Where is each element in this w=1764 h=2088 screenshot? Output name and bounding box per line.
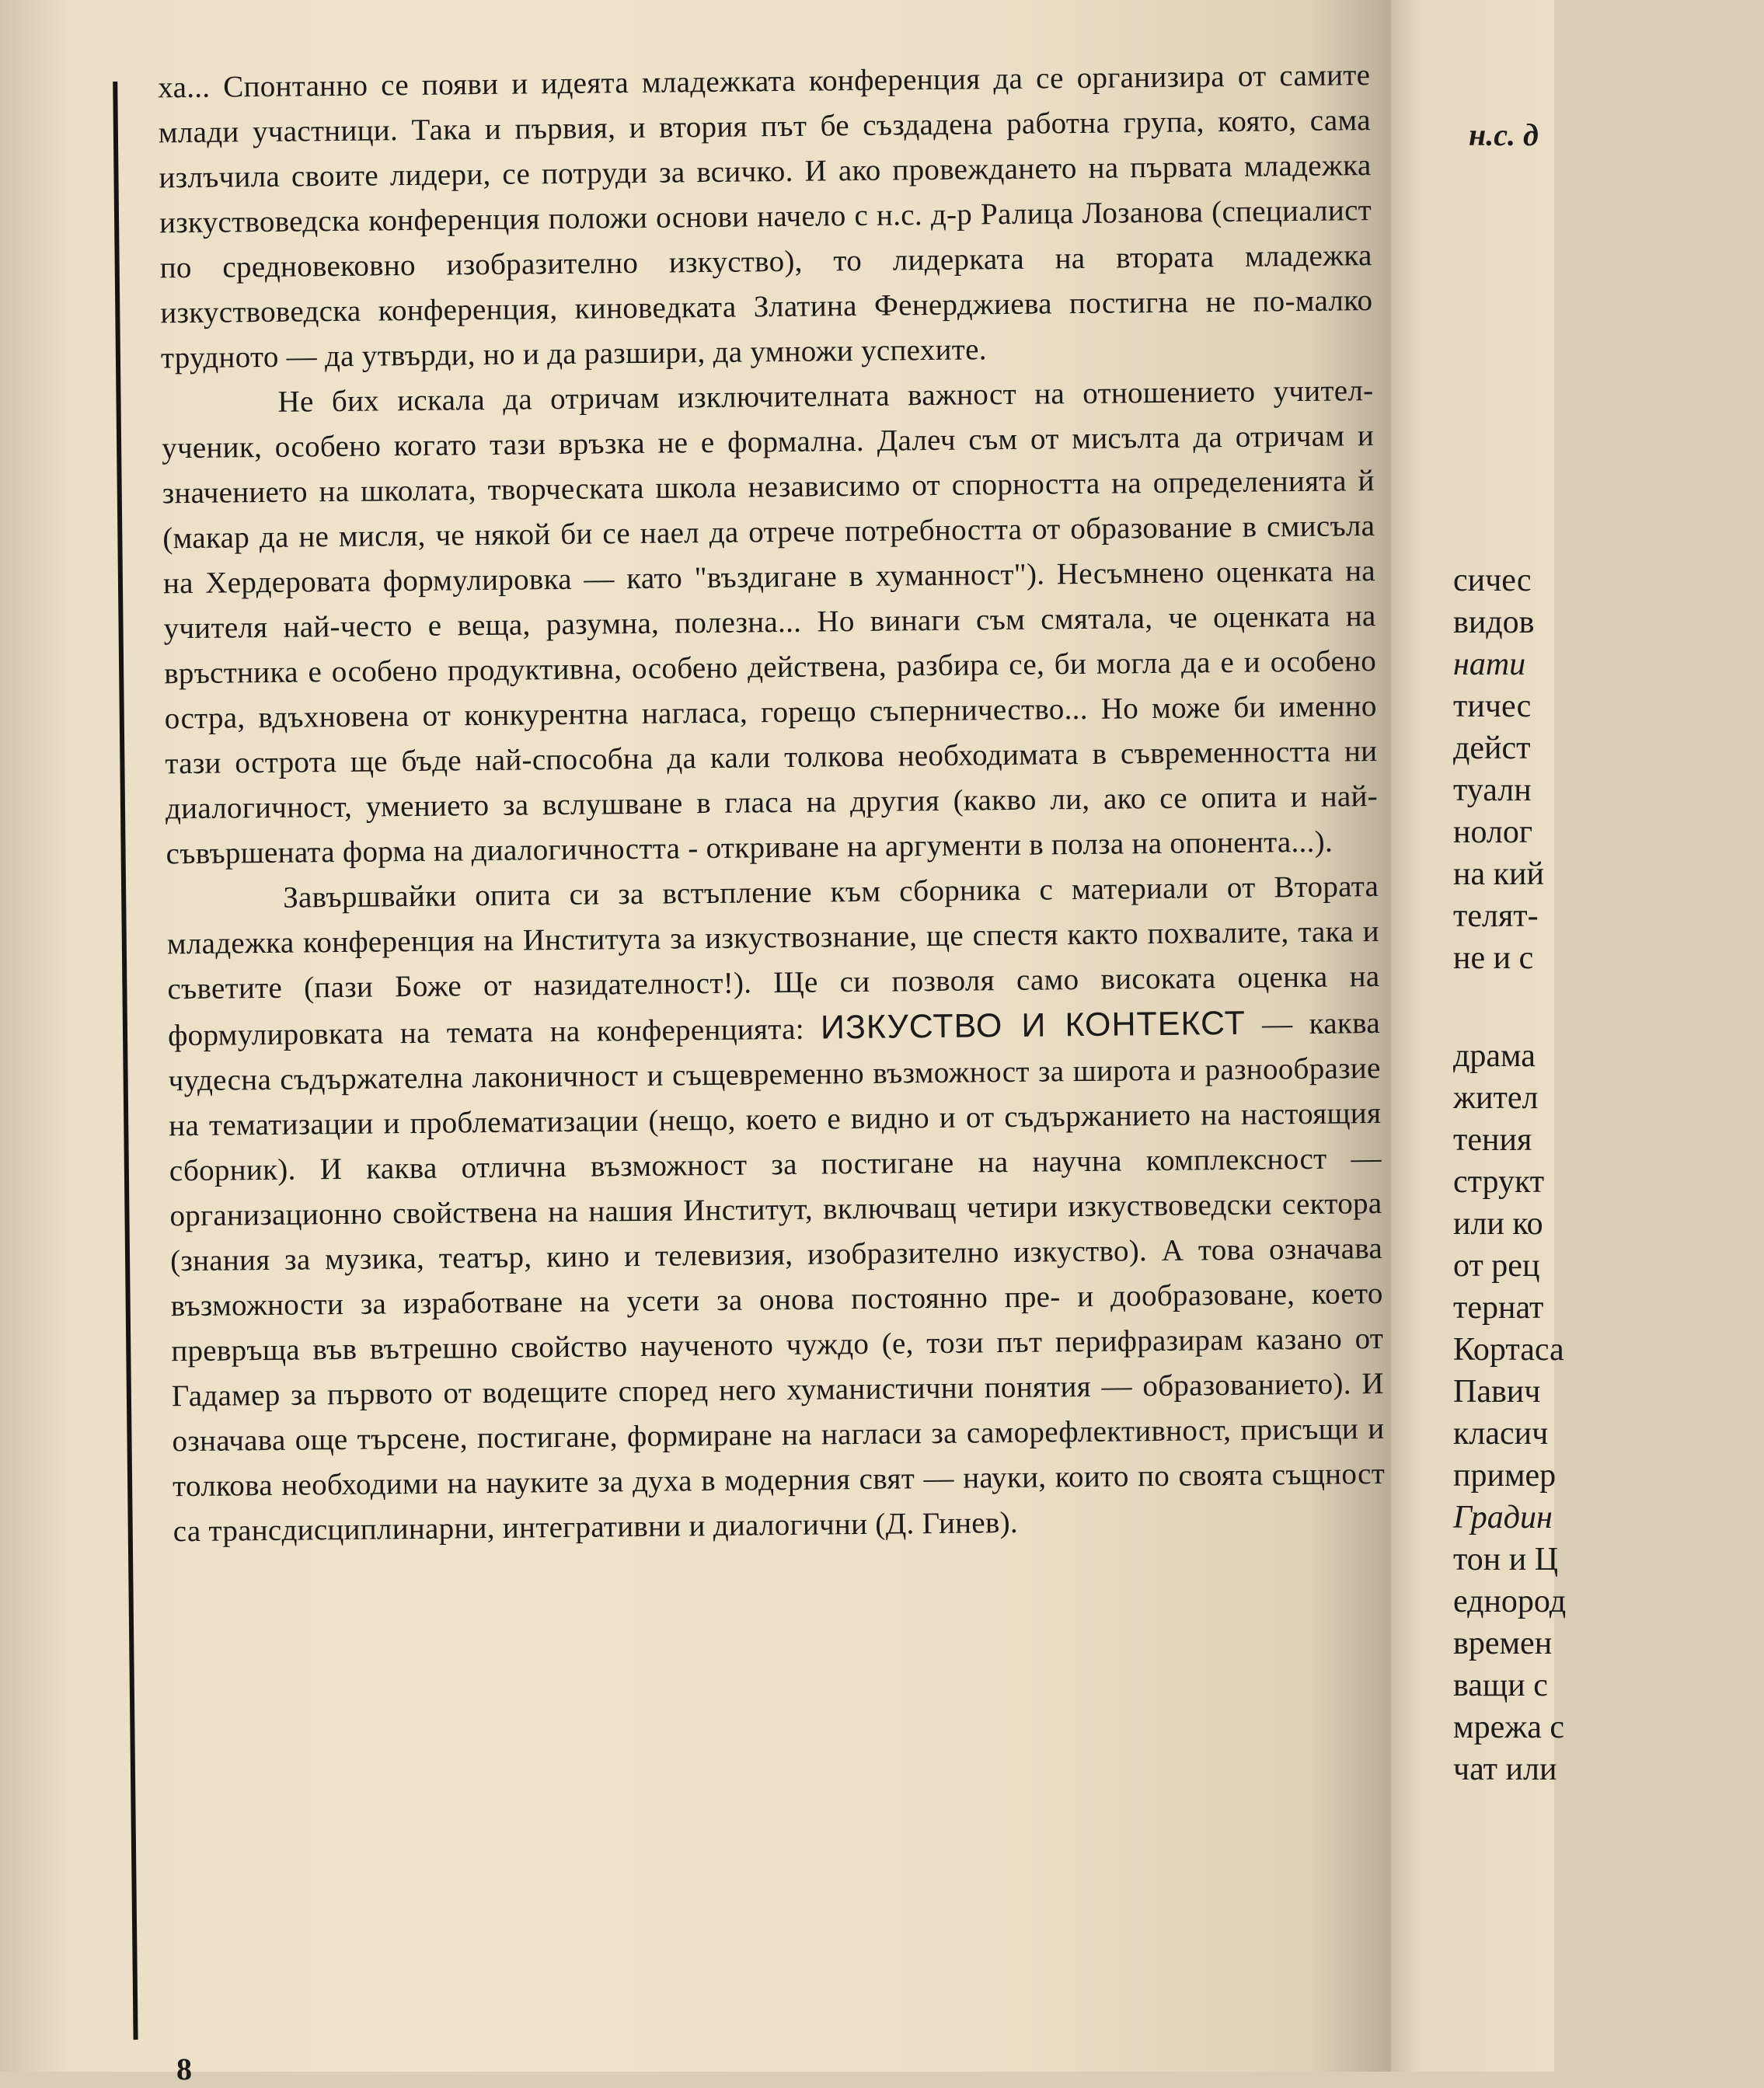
right-page-line: тения (1453, 1122, 1532, 1158)
paragraph-3 (166, 864, 1386, 1554)
right-page-line: еднород (1453, 1584, 1567, 1619)
right-page-line: Градин (1453, 1500, 1553, 1535)
right-page-line: ващи с (1453, 1668, 1548, 1703)
page-content (113, 53, 1396, 2087)
right-page-line: сичес (1453, 563, 1532, 598)
right-page-line: мрежа с (1453, 1710, 1565, 1745)
right-page-gap (1453, 979, 1764, 1035)
paragraph-3-lead: Завършвайки опита си за встъпление към сборника с материали от Втората младежка конференция на Института за изкуствознание, ще спестя както похвалите, така и съветите (пази Боже от назидателност!). Ще си позволя само високата оценка на формулировката на темата на конференцията: (166, 869, 1380, 1053)
right-page-line: на кий (1453, 856, 1544, 892)
right-page-header: н.с. д (1469, 117, 1539, 152)
right-page-line: жител (1453, 1080, 1539, 1116)
right-page-line: тон и Ц (1453, 1542, 1559, 1577)
right-page-line: тичес (1453, 688, 1532, 724)
right-page-line: видов (1453, 605, 1535, 640)
right-page-line: пример (1453, 1458, 1557, 1494)
paragraph-1: ха... Спонтанно се появи и идеята младежката конференция да се организира от самите млади участници. Така и първия, и втория път бе създадена работна група, която, сама излъчила своите лидери, се потруди за всичко. И ако провеждането на първата младежка изкуствоведска конференция положи основи начело с н.с. д-р Ралица Лозанова (специалист по средновековно изобразително изкуство), то лидерката на втората младежка изкуствоведска конференция, киноведката Златина Фенерджиева постигна не по-малко трудното — да утвърди, но и да разшири, да умножи успехите. (158, 58, 1373, 375)
body-text (158, 53, 1386, 1554)
paragraph-2: Не бих искала да отричам изключителната важност на отношението учител-ученик, особено когато тази връзка не е формална. Далеч съм от мисълта да отричам и значението на школата, творческата школа независимо от спорността на определенията й (макар да не мисля, че някой би се наел да отрече потребността от образование в смисъла на Хердеровата формулировка — като "въздигане в хуманност"). Несъмнено оценката на учителя най-често е веща, разумна, полезна... Но винаги съм смятала, че оценката на връстника е особено продуктивна, особено действена, разбира се, би могла да е и особено остра, вдъхновена от конкурентна нагласа, горещо съперничество... Но може би именно тази острота ще бъде най-способна да кали толкова необходимата в съвременността ни диалогичност, умението за вслушване в гласа на другия (какво ли, ако се опита и най-съвършената форма на диалогичността - откриване на аргументи в полза на опонента...). (161, 374, 1379, 871)
right-page-line: нолог (1453, 814, 1533, 850)
paragraph-3-rest: — каква чудесна съдържателна лаконичност и същевременно възможност за широта и разнообразие на тематизации и проблематизации (нещо, което е видно и от съдържанието на настоящия сборник). И каква отлична възможност за постигане на научна комплексност — организационно свойствена на нашия Институт, включващ четири изкуствоведски сектора (знания за музика, театър, кино и телевизия, изобразително изкуство). А това означава възможности за изработване на усети за онова постоянно пре- и дообразоване, което превръща във вътрешно свойство наученото чуждо (е, този път перифразирам казано от Гадамер за първото от водещите според него хуманистични понятия — образованието). И означава още търсене, постигане, формиране на нагласи за саморефлективност, присъщи и толкова необходими на науките за духа в модерния свят — науки, които по своята същност са трансдисциплинарни, интегративни и диалогични (Д. Гинев). (168, 1006, 1386, 1549)
right-page-line: телят- (1453, 898, 1539, 934)
right-page-line: нати (1453, 647, 1526, 682)
right-page-line: времен (1453, 1626, 1553, 1661)
page-number: 8 (176, 2051, 193, 2087)
right-page-content (1407, 0, 1567, 2072)
right-page-line: тернат (1453, 1290, 1544, 1326)
right-page-line: Кортаса (1453, 1332, 1564, 1368)
right-page-line: не и с (1453, 940, 1534, 976)
right-page-line: структ (1453, 1164, 1545, 1200)
right-page-line: чат или (1453, 1752, 1557, 1787)
right-page-line: от рец (1453, 1248, 1540, 1284)
right-page-line: дейст (1453, 730, 1531, 766)
right-page-line: Павич (1453, 1374, 1541, 1410)
right-page-line: драма (1453, 1038, 1536, 1074)
right-page-line: или ко (1453, 1206, 1543, 1242)
right-page-line: туалн (1453, 772, 1532, 808)
margin-rule (113, 82, 138, 2040)
right-page-text (1453, 559, 1764, 1790)
right-page-line: класич (1453, 1416, 1549, 1452)
conference-theme: ИЗКУСТВО И КОНТЕКСТ (820, 1004, 1246, 1047)
